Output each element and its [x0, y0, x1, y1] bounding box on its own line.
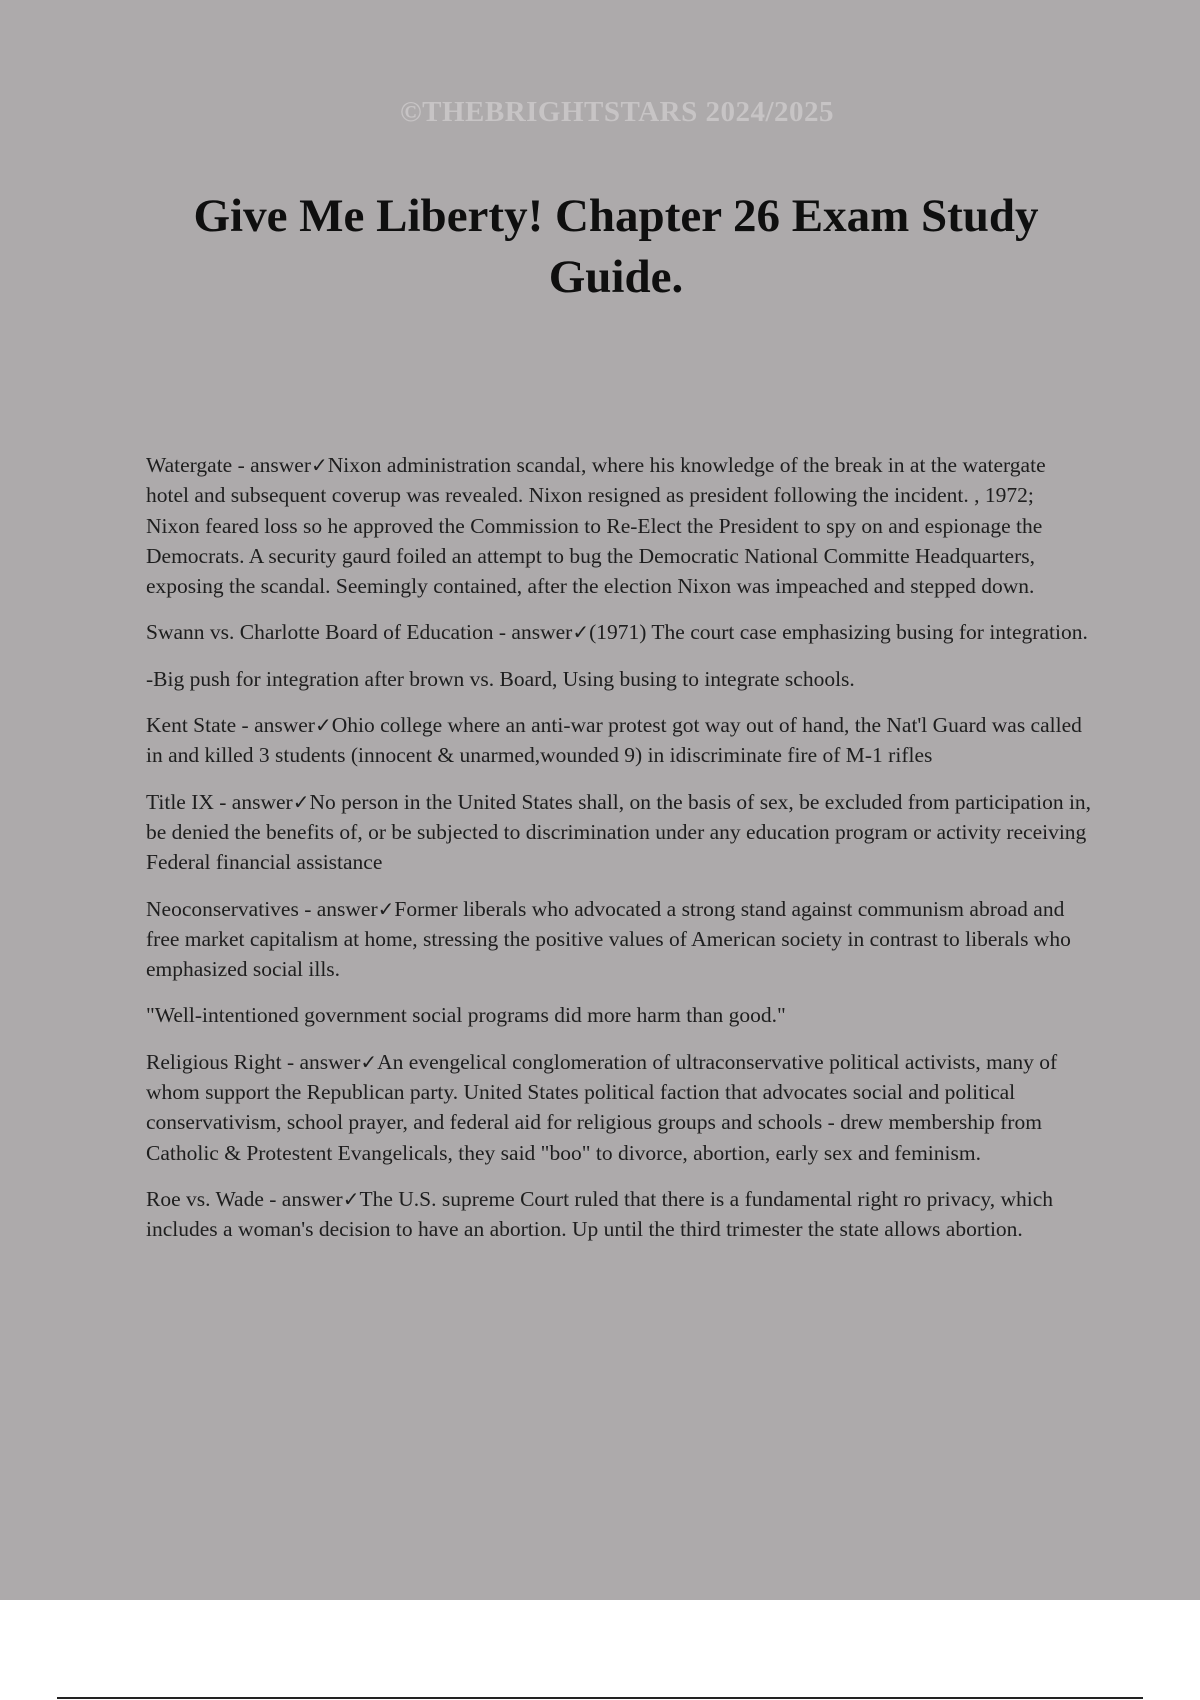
check-icon: ✓ [572, 620, 590, 645]
page-title: Give Me Liberty! Chapter 26 Exam Study Guide. [193, 190, 1039, 303]
entry-swann [146, 617, 1092, 647]
entry-roe-v-wade [146, 1184, 1092, 1245]
entry-neoconservatives [146, 894, 1092, 985]
entry-term: Title IX - answer [146, 789, 293, 814]
entry-watergate [146, 450, 1092, 601]
entry-term: Neoconservatives - answer [146, 896, 378, 921]
entry-title-ix [146, 787, 1092, 878]
entry-kent-state [146, 710, 1092, 771]
check-icon: ✓ [360, 1049, 378, 1074]
entry-definition: Ohio college where an anti-war protest got way out of hand, the Nat'l Guard was called in and killed 3 students (innocent & unarmed,wounded 9) in idiscriminate fire of M-1 rifles [146, 713, 1082, 768]
check-icon: ✓ [377, 896, 395, 921]
entry-religious-right [146, 1047, 1092, 1168]
study-guide-content [146, 450, 1092, 1261]
check-icon: ✓ [311, 453, 328, 477]
entry-definition: (1971) The court case emphasizing busing for integration. [589, 620, 1088, 645]
footer-divider [57, 1697, 1143, 1699]
check-icon: ✓ [292, 789, 310, 814]
entry-note: -Big push for integration after brown vs. Board, Using busing to integrate schools. [146, 666, 855, 691]
entry-definition: Nixon administration scandal, where his knowledge of the break in at the watergate hotel and subsequent coverup was revealed. Nixon resigned as president following the incident. , 1972; Nixon feared loss so he approved the Commission to Re-Elect the President to spy on and espionage the Democrats. A security gaurd foiled an attempt to bug the Democratic National Committe Headquarters, exposing the scandal. Seemingly contained, after the election Nixon was impeached and stepped down. [146, 453, 1046, 599]
entry-definition: No person in the United States shall, on the basis of sex, be excluded from participation in, be denied the benefits of, or be subjected to discrimination under any education program or activity receiving Federal financial assistance [146, 789, 1092, 875]
entry-term: Religious Right - answer [146, 1049, 361, 1074]
entry-term: Swann vs. Charlotte Board of Education - answer [146, 620, 573, 645]
entry-term: Roe vs. Wade - answer [146, 1186, 343, 1211]
entry-definition: The U.S. supreme Court ruled that there is a fundamental right ro privacy, which includes a woman's decision to have an abortion. Up until the third trimester the state allows abortion. [146, 1186, 1054, 1242]
watermark: ©THEBRIGHTSTARS 2024/2025 [399, 96, 835, 128]
entry-term: Watergate - answer [146, 453, 312, 477]
entry-definition: An evengelical conglomeration of ultraconservative political activists, many of whom support the Republican party. United States political faction that advocates social and political conservativism, school prayer, and federal aid for religious groups and schools - drew membership from Catholic & Protestent Evangelicals, they said "boo" to divorce, abortion, early sex and feminism. [146, 1049, 1058, 1165]
check-icon: ✓ [314, 713, 332, 738]
entry-definition: Former liberals who advocated a strong stand against communism abroad and free market capitalism at home, stressing the positive values of American society in contrast to liberals who emphasized social ills. [146, 896, 1071, 982]
check-icon: ✓ [342, 1186, 360, 1211]
entry-term: Kent State - answer [146, 713, 315, 738]
entry-note: "Well-intentioned government social programs did more harm than good." [146, 1003, 786, 1028]
